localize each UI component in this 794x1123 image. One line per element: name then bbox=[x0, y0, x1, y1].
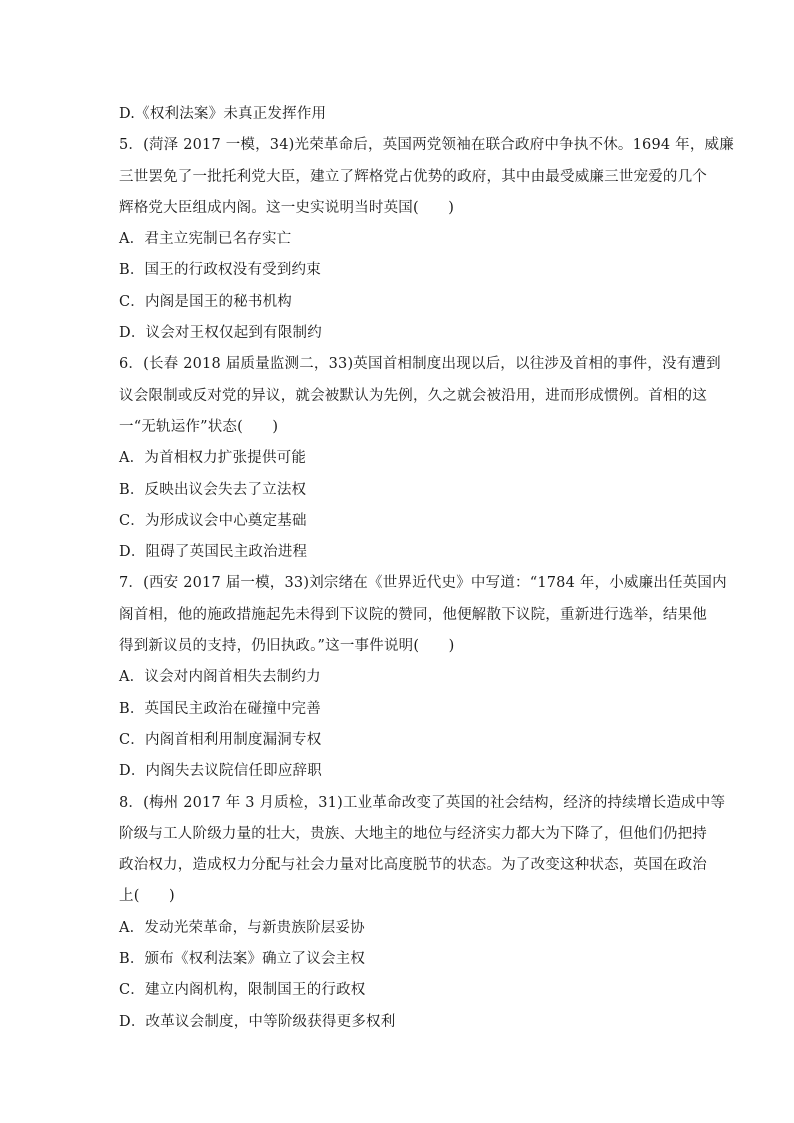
q8-stem-line-2: 阶级与工人阶级力量的壮大，贵族、大地主的地位与经济实力都大为下降了，但他们仍把持 bbox=[119, 825, 707, 842]
q5-stem-line-3: 辉格党大臣组成内阁。这一史实说明当时英国( ) bbox=[119, 199, 455, 216]
q7-stem-line-3: 得到新议员的支持，仍旧执政。”这一事件说明( ) bbox=[119, 638, 455, 655]
q8-stem-line-1: 8．(梅州 2017 年 3 月质检，31)工业革命改变了英国的社会结构，经济的持续增长造成中等 bbox=[119, 794, 726, 811]
question-8 bbox=[119, 788, 726, 1038]
q7-option-c: C．内阁首相利用制度漏洞专权 bbox=[119, 731, 322, 748]
q5-stem-line-2: 三世罢免了一批托利党大臣，建立了辉格党占优势的政府，其中由最受威廉三世宠爱的几个 bbox=[119, 168, 707, 185]
q6-stem-line-1: 6．(长春 2018 届质量监测二，33)英国首相制度出现以后，以往涉及首相的事件，没有遭到 bbox=[119, 356, 721, 373]
q5-option-b: B．国王的行政权没有受到约束 bbox=[119, 262, 321, 279]
q5-option-c: C．内阁是国王的秘书机构 bbox=[119, 293, 292, 310]
q8-option-c: C．建立内阁机构，限制国王的行政权 bbox=[119, 982, 366, 999]
question-list bbox=[119, 99, 734, 1038]
q8-option-d: D．改革议会制度，中等阶级获得更多权利 bbox=[119, 1013, 396, 1030]
q6-stem-line-3: 一“无轨运作”状态( ) bbox=[119, 418, 279, 435]
q8-option-a: A．发动光荣革命，与新贵族阶层妥协 bbox=[119, 919, 365, 936]
question-7 bbox=[119, 568, 727, 787]
q6-option-a: A．为首相权力扩张提供可能 bbox=[119, 450, 307, 467]
q6-option-c: C．为形成议会中心奠定基础 bbox=[119, 512, 307, 529]
q6-stem-line-2: 议会限制或反对党的异议，就会被默认为先例，久之就会被沿用，进而形成惯例。首相的这 bbox=[119, 387, 707, 404]
q7-option-b: B．英国民主政治在碰撞中完善 bbox=[119, 700, 321, 717]
question-6 bbox=[119, 349, 721, 568]
q7-stem-line-1: 7．(西安 2017 届一模，33)刘宗绪在《世界近代史》中写道：“1784 年，小威廉出任英国内 bbox=[119, 575, 727, 592]
q8-stem-line-3: 政治权力，造成权力分配与社会力量对比高度脱节的状态。为了改变这种状态，英国在政治 bbox=[119, 857, 707, 874]
question-5 bbox=[119, 130, 734, 349]
q5-stem-line-1: 5．(菏泽 2017 一模，34)光荣革命后，英国两党领袖在联合政府中争执不休。1694 年，威廉 bbox=[119, 137, 734, 154]
q5-option-d: D．议会对王权仅起到有限制约 bbox=[119, 325, 322, 342]
q8-option-b: B．颁布《权利法案》确立了议会主权 bbox=[119, 951, 366, 968]
q6-option-b: B．反映出议会失去了立法权 bbox=[119, 481, 307, 498]
q5-option-a: A．君主立宪制已名存实亡 bbox=[119, 231, 292, 248]
q8-stem-line-4: 上( ) bbox=[119, 888, 175, 905]
q4-option-d: D.《权利法案》未真正发挥作用 bbox=[119, 106, 327, 122]
q7-stem-line-2: 阁首相，他的施政措施起先未得到下议院的赞同，他便解散下议院，重新进行选举，结果他 bbox=[119, 606, 707, 623]
q7-option-a: A．议会对内阁首相失去制约力 bbox=[119, 669, 321, 686]
q7-option-d: D．内阁失去议院信任即应辞职 bbox=[119, 763, 322, 780]
q6-option-d: D．阻碍了英国民主政治进程 bbox=[119, 544, 308, 561]
